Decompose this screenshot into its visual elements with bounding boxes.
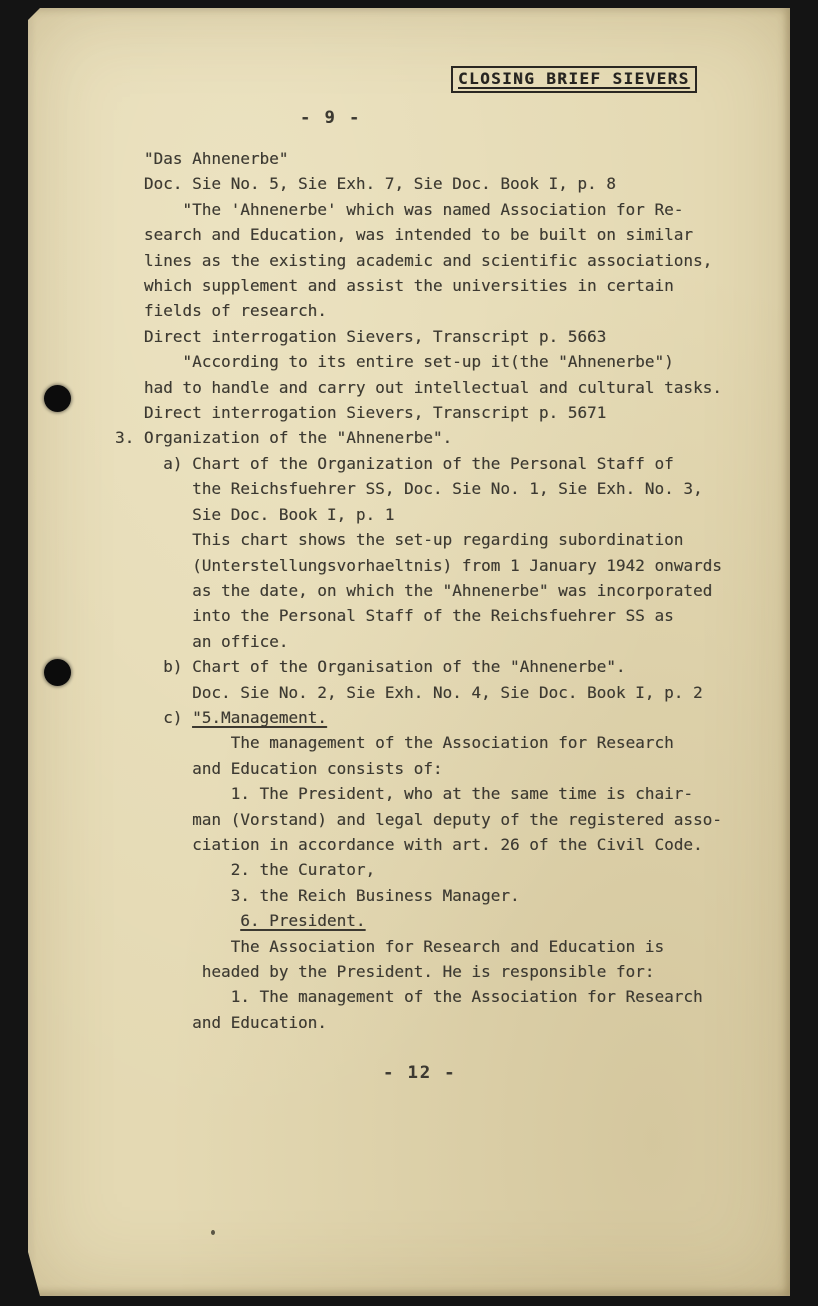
document-line (115, 146, 722, 171)
document-line (115, 400, 722, 425)
hole-punch-bottom (44, 659, 71, 686)
closing-brief-stamp: CLOSING BRIEF SIEVERS (451, 66, 697, 93)
document-line (115, 1010, 722, 1035)
document-line (115, 502, 722, 527)
line-text: and Education. (115, 1012, 327, 1032)
line-text: Doc. Sie No. 2, Sie Exh. No. 4, Sie Doc. Book I, p. 2 (115, 682, 703, 702)
document-line (115, 324, 722, 349)
line-text: into the Personal Staff of the Reichsfuehrer SS as (115, 606, 674, 626)
line-text: The management of the Association for Research (115, 733, 674, 753)
document-line (115, 832, 722, 857)
document-line (115, 197, 722, 222)
line-text: man (Vorstand) and legal deputy of the registered asso- (115, 809, 722, 829)
document-line (115, 349, 722, 374)
document-line (115, 934, 722, 959)
document-line (115, 375, 722, 400)
line-text: (Unterstellungsvorhaeltnis) from 1 January 1942 onwards (115, 555, 722, 575)
document-line (115, 451, 722, 476)
document-line (115, 959, 722, 984)
line-text: a) Chart of the Organization of the Personal Staff of (115, 453, 674, 473)
document-line (115, 553, 722, 578)
paper-corner-tear-bottom-left (28, 1252, 40, 1296)
line-text: "Das Ahnenerbe" (115, 149, 289, 168)
underlined-heading: 6. President. (240, 911, 366, 931)
underlined-heading: "5.Management. (192, 707, 327, 727)
document-line (115, 298, 722, 323)
document-line (115, 476, 722, 501)
line-text: an office. (115, 631, 289, 651)
page-number-bottom: - 12 - (383, 1063, 457, 1083)
line-text: c) (115, 707, 193, 727)
line-text: 1. The President, who at the same time is chair- (115, 784, 693, 804)
document-line (115, 273, 722, 298)
line-text: fields of research. (115, 301, 327, 321)
stray-ink-mark (211, 1230, 215, 1235)
line-text: 3. the Reich Business Manager. (115, 885, 520, 905)
line-text: headed by the President. He is responsible for: (115, 962, 655, 981)
paper-sheet (28, 8, 790, 1296)
line-text: Doc. Sie No. 5, Sie Exh. 7, Sie Doc. Book I, p. 8 (115, 174, 616, 194)
document-line (115, 705, 722, 730)
document-line (115, 578, 722, 603)
document-line (115, 629, 722, 654)
line-text: which supplement and assist the universities in certain (115, 276, 674, 296)
document-line (115, 857, 722, 882)
line-text: 3. Organization of the "Ahnenerbe". (115, 428, 453, 448)
line-text: had to handle and carry out intellectual and cultural tasks. (115, 377, 722, 397)
document-body (115, 146, 722, 1035)
document-line (115, 248, 722, 273)
line-text: ciation in accordance with art. 26 of the Civil Code. (115, 834, 703, 854)
document-line (115, 756, 722, 781)
line-text: Direct interrogation Sievers, Transcript p. 5663 (115, 326, 607, 346)
hole-punch-top (44, 385, 71, 412)
line-text: search and Education, was intended to be built on similar (115, 225, 693, 245)
document-line (115, 171, 722, 196)
document-line (115, 222, 722, 247)
document-line (115, 883, 722, 908)
paper-corner-tear-top-left (28, 8, 40, 20)
document-line (115, 781, 722, 806)
document-line (115, 654, 722, 679)
line-text: "According to its entire set-up it(the "Ahnenerbe") (115, 352, 674, 372)
document-line (115, 603, 722, 628)
document-line (115, 680, 722, 705)
line-text: Direct interrogation Sievers, Transcript p. 5671 (115, 403, 607, 423)
document-line (115, 807, 722, 832)
document-line (115, 984, 722, 1009)
line-text: Sie Doc. Book I, p. 1 (115, 504, 395, 524)
line-text: as the date, on which the "Ahnenerbe" was incorporated (115, 580, 713, 600)
line-text: The Association for Research and Education is (115, 936, 665, 956)
line-text: "The 'Ahnenerbe' which was named Association for Re- (115, 199, 684, 219)
line-text: This chart shows the set-up regarding subordination (115, 530, 684, 550)
document-line (115, 908, 722, 933)
line-text: the Reichsfuehrer SS, Doc. Sie No. 1, Sie Exh. No. 3, (115, 479, 703, 499)
line-text: 1. The management of the Association for Research (115, 987, 703, 1007)
line-text: 2. the Curator, (115, 860, 376, 880)
document-line (115, 730, 722, 755)
document-line (115, 527, 722, 552)
line-text: and Education consists of: (115, 758, 443, 778)
line-text (115, 911, 240, 930)
line-text: b) Chart of the Organisation of the "Ahnenerbe". (115, 657, 626, 677)
line-text: lines as the existing academic and scientific associations, (115, 250, 713, 270)
page-number-top: - 9 - (300, 108, 362, 128)
document-line (115, 425, 722, 450)
